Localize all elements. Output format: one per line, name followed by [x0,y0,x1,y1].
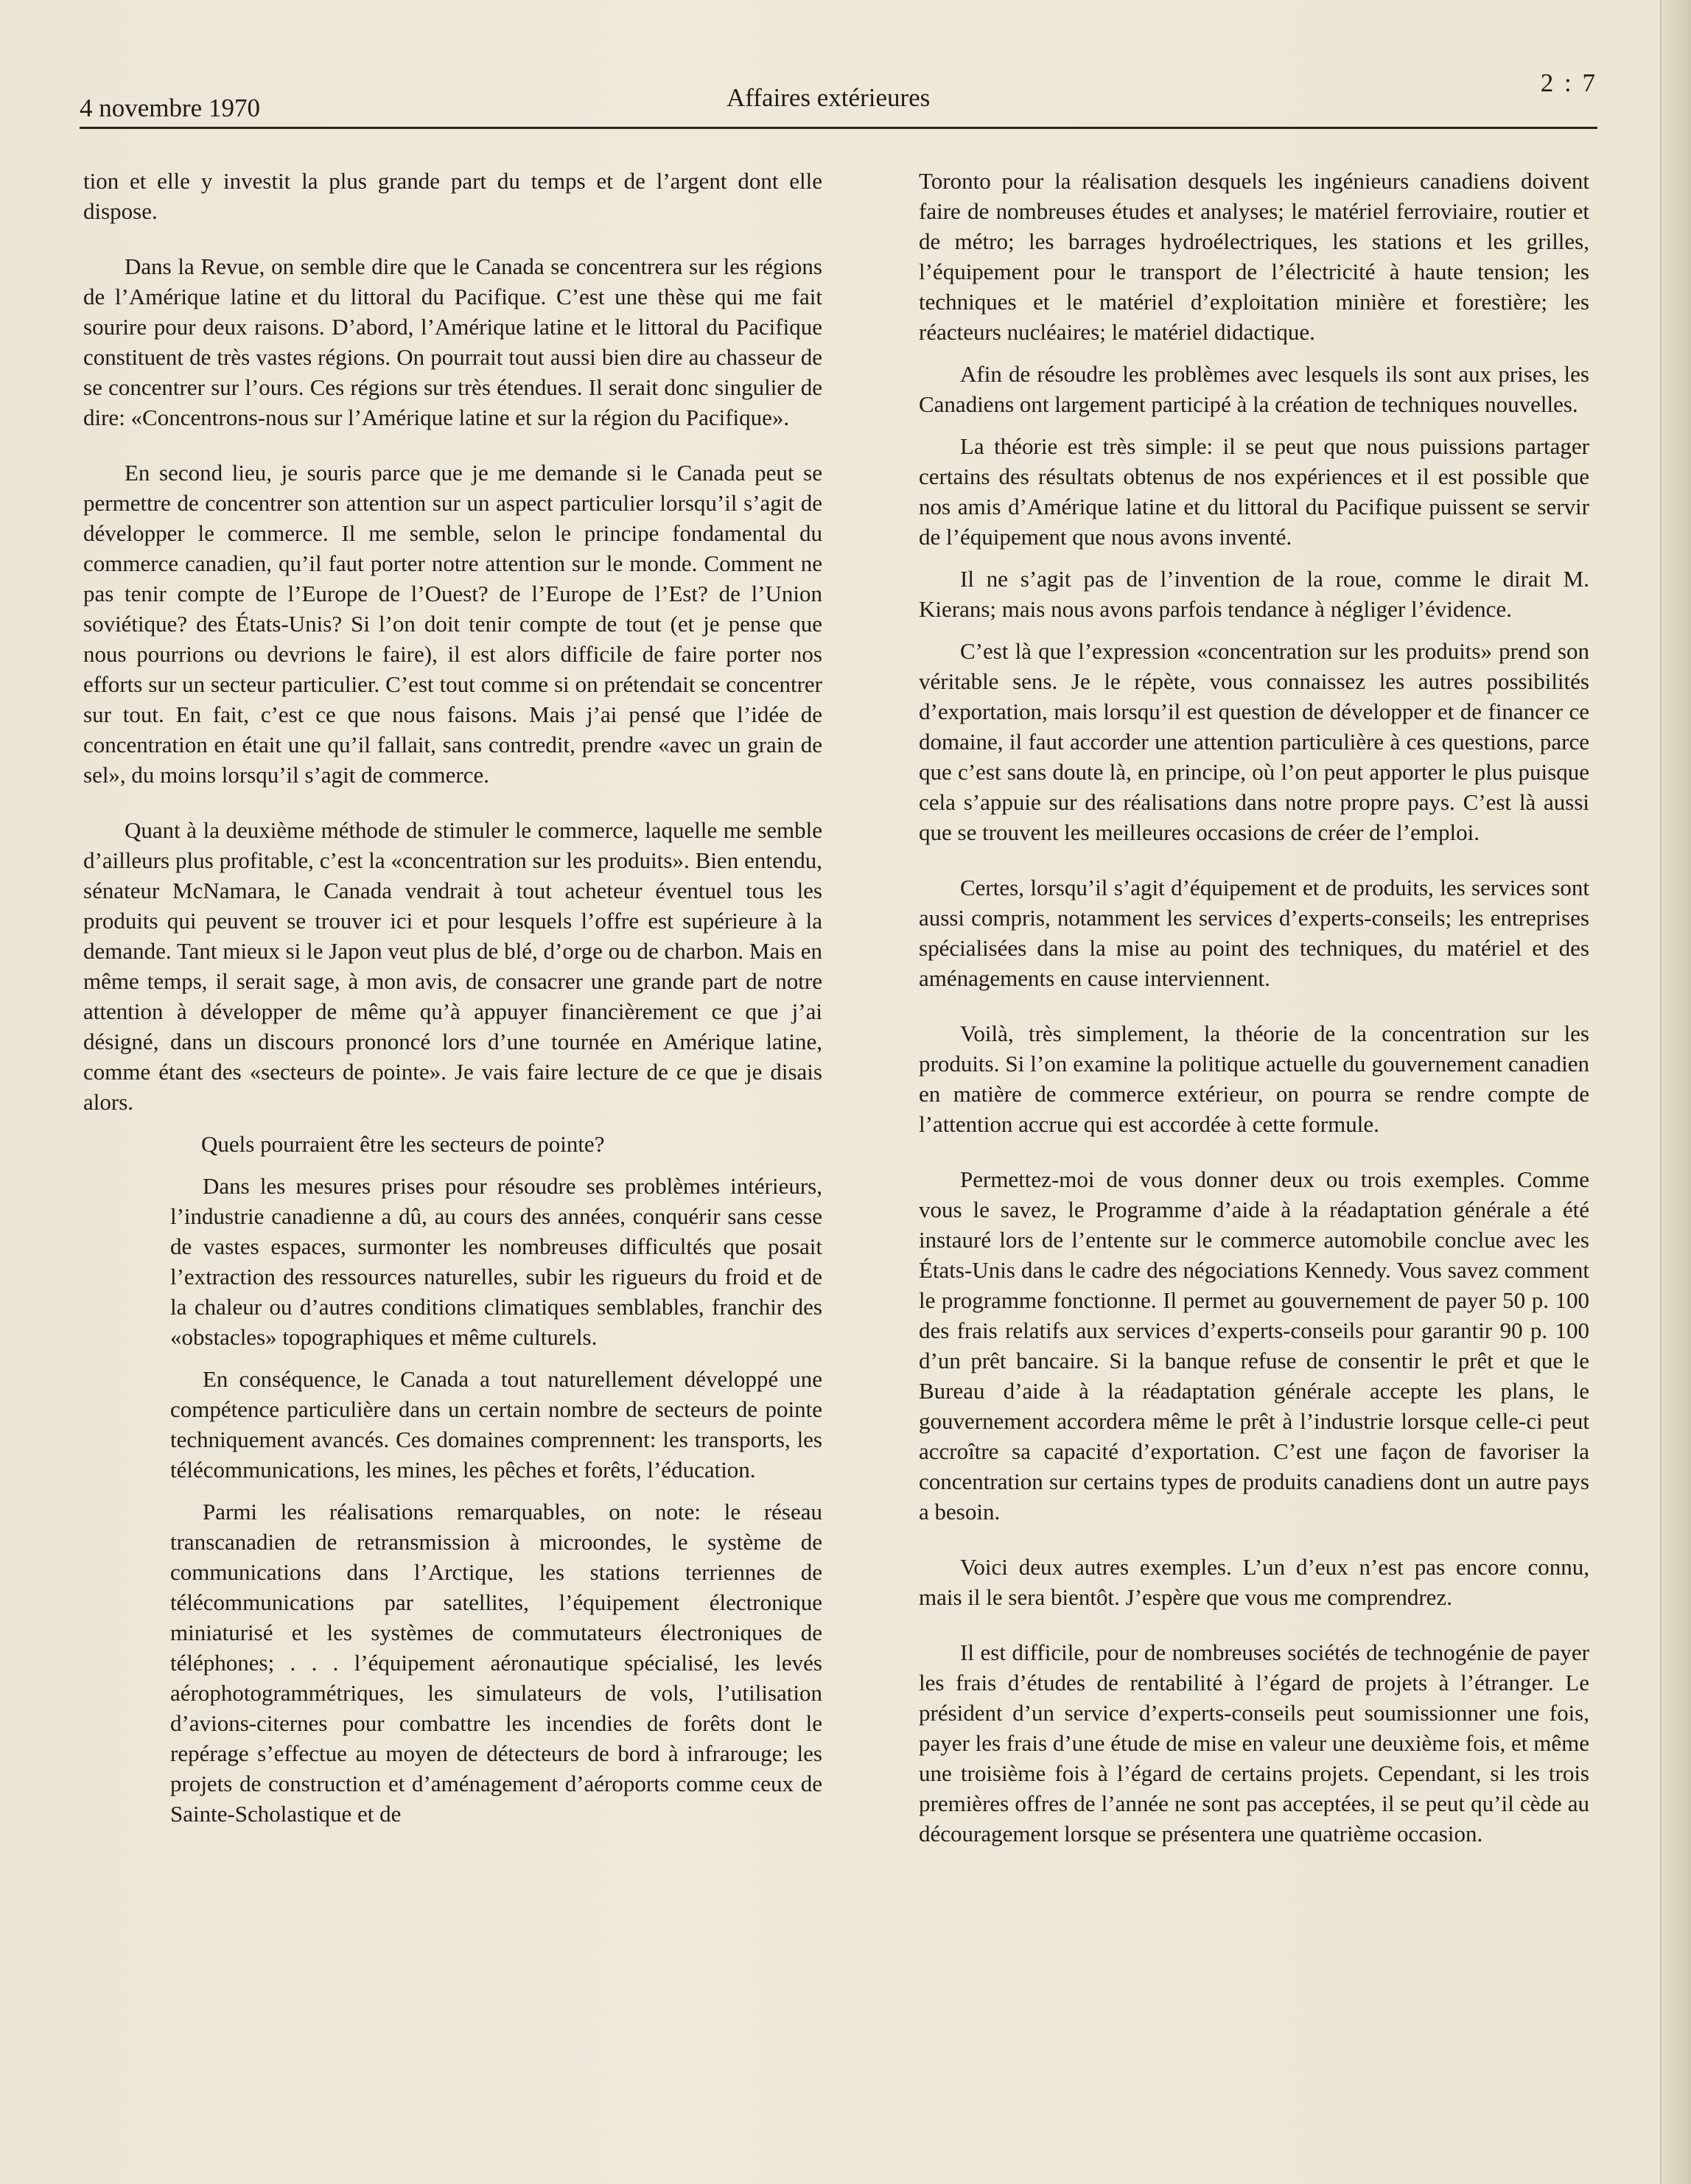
quoted-paragraph: Il ne s’agit pas de l’invention de la roue, comme le dirait M. Kierans; mais nous avons parfois tendance à négliger l’évidence. [919,566,1589,622]
right-column [919,166,1589,1861]
quoted-paragraph: Parmi les réalisations remarquables, on note: le réseau transcanadien de retransmission à microondes, le système de communications dans l’Arctique, les stations terriennes de télécommunications par satellites, l’équipement électronique miniaturisé et les systèmes de commutateurs électroniques de téléphones; . . . l’équipement aéronautique spécialisé, les levés aérophotogrammétriques, les simulateurs de vols, l’utilisation d’avions-citernes pour combattre les incendies de forêts dont le repérage s’effectue au moyen de détecteurs de bord à infrarouge; les projets de construction et d’aménagement d’aéroports comme ceux de Sainte-Scholastique et de [170,1499,822,1827]
header-page-number: 2 : 7 [1540,69,1597,97]
header-date: 4 novembre 1970 [80,94,260,122]
paragraph: Voilà, très simplement, la théorie de la concentration sur les produits. Si l’on examine la politique actuelle du gouvernement canadien en matière de commerce extérieur, on pourra se rendre compte de l’attention accrue qui est accordée à cette formule. [919,1021,1589,1137]
quote-heading: Quels pourraient être les secteurs de pointe? [201,1131,605,1157]
quoted-paragraph: Afin de résoudre les problèmes avec lesquels ils sont aux prises, les Canadiens ont largement participé à la création de techniques nouvelles. [919,361,1589,417]
paragraph: En second lieu, je souris parce que je me demande si le Canada peut se permettre de concentrer son attention sur un aspect particulier lorsqu’il s’agit de développer le commerce. Il me semble, selon le principe fondamental du commerce canadien, qu’il faut porter notre attention sur le monde. Comment ne pas tenir compte de l’Europe de l’Ouest? de l’Europe de l’Est? de l’Union soviétique? des États-Unis? Si l’on doit tenir compte de tout (et je pense que nous pourrions ou devrions le faire), il est alors difficile de faire porter nos efforts sur un secteur particulier. C’est tout comme si on prétendait se concentrer sur tout. En fait, c’est ce que nous faisons. Mais j’ai pensé que l’idée de concentration en était une qu’il fallait, sans contredit, prendre «avec un grain de sel», du moins lorsqu’il s’agit de commerce. [83,460,822,788]
page-edge [1660,0,1691,2184]
quoted-paragraph: Toronto pour la réalisation desquels les ingénieurs canadiens doivent faire de nombreuses études et analyses; le matériel ferroviaire, routier et de métro; les barrages hydroélectriques, les stations et les grilles, l’équipement pour le transport de l’électricité à haute tension; les techniques et le matériel d’exploitation minière et forestière; les réacteurs nucléaires; le matériel didactique. [919,168,1589,345]
paragraph: tion et elle y investit la plus grande part du temps et de l’argent dont elle dispose. [83,168,822,224]
left-column [83,166,822,1841]
paragraph: Dans la Revue, on semble dire que le Canada se concentrera sur les régions de l’Amérique latine et du littoral du Pacifique. C’est une thèse qui me fait sourire pour deux raisons. D’abord, l’Amérique latine et le littoral du Pacifique constituent de très vastes régions. On pourrait tout aussi bien dire au chasseur de se concentrer sur l’ours. Ces régions sur très étendues. Il serait donc singulier de dire: «Concentrons-nous sur l’Amérique latine et sur la région du Pacifique». [83,253,822,430]
running-header [80,63,1597,129]
header-title: Affaires extérieures [727,83,931,112]
paragraph: Certes, lorsqu’il s’agit d’équipement et de produits, les services sont aussi compris, notamment les services d’experts-conseils; les entreprises spécialisées dans la mise au point des techniques, du matériel et des aménagements en cause interviennent. [919,875,1589,991]
paragraph: Quant à la deuxième méthode de stimuler le commerce, laquelle me semble d’ailleurs plus profitable, c’est la «concentration sur les produits». Bien entendu, sénateur McNamara, le Canada vendrait à tout acheteur éventuel tous les produits qui peuvent se trouver ici et pour lesquels l’offre est supérieure à la demande. Tant mieux si le Japon veut plus de blé, d’orge ou de charbon. Mais en même temps, il serait sage, à mon avis, de consacrer une grande part de notre attention à développer de même qu’à appuyer financièrement ce que j’ai désigné, dans un discours prononcé lors d’une tournée en Amérique latine, comme étant des «secteurs de pointe». Je vais faire lecture de ce que je disais alors. [83,817,822,1115]
paragraph: Permettez-moi de vous donner deux ou trois exemples. Comme vous le savez, le Programme d’aide à la réadaptation générale a été instauré lors de l’entente sur le commerce automobile conclue avec les États-Unis dans le cadre des négociations Kennedy. Vous savez comment le programme fonctionne. Il permet au gouvernement de payer 50 p. 100 des frais relatifs aux services d’experts-conseils pour garantir 90 p. 100 d’un prêt bancaire. Si la banque refuse de consentir le prêt et que le Bureau d’aide à la réadaptation générale accepte les plans, le gouvernement accordera même le prêt à l’industrie lorsque celle-ci peut accroître sa capacité d’exportation. C’est une façon de favoriser la concentration sur certains types de produits canadiens dont un autre pays a besoin. [919,1166,1589,1525]
quoted-paragraph: En conséquence, le Canada a tout naturellement développé une compétence particulière dans un certain nombre de secteurs de pointe techniquement avancés. Ces domaines comprennent: les transports, les télécommunications, les mines, les pêches et forêts, l’éducation. [170,1366,822,1483]
paragraph: Il est difficile, pour de nombreuses sociétés de technogénie de payer les frais d’études de rentabilité à l’égard de projets à l’étranger. Le président d’un service d’experts-conseils peut soumissionner une fois, payer les frais d’une étude de mise en valeur une deuxième fois, et même une troisième fois à l’égard de certains projets. Cependant, si les trois premières offres de l’année ne sont pas acceptées, il se peut qu’il cède au découragement lorsque se présentera une quatrième occasion. [919,1639,1589,1847]
paragraph: Voici deux autres exemples. L’un d’eux n’est pas encore connu, mais il le sera bientôt. J’espère que vous me comprendrez. [919,1554,1589,1610]
header-rule [80,127,1597,129]
quoted-paragraph: La théorie est très simple: il se peut que nous puissions partager certains des résultats obtenus de nos expériences et il est possible que nos amis d’Amérique latine et du littoral du Pacifique puissent se servir de l’équipement que nous avons inventé. [919,433,1589,550]
quoted-paragraph: Dans les mesures prises pour résoudre ses problèmes intérieurs, l’industrie canadienne a dû, au cours des années, conquérir sans cesse de vastes espaces, surmonter les nombreuses difficultés que posait l’extraction des ressources naturelles, subir les rigueurs du froid et de la chaleur ou d’autres conditions climatiques semblables, franchir des «obstacles» topographiques et même culturels. [170,1173,822,1350]
paragraph: C’est là que l’expression «concentration sur les produits» prend son véritable sens. Je le répète, vous connaissez les autres possibilités d’exportation, mais lorsqu’il est question de développer et de financer ce domaine, il faut accorder une attention particulière à ces questions, parce que c’est sans doute là, en principe, où l’on peut apporter le plus puisque cela s’appuie sur des réalisations dans notre propre pays. C’est là aussi que se trouvent les meilleures occasions de créer de l’emploi. [919,638,1589,845]
